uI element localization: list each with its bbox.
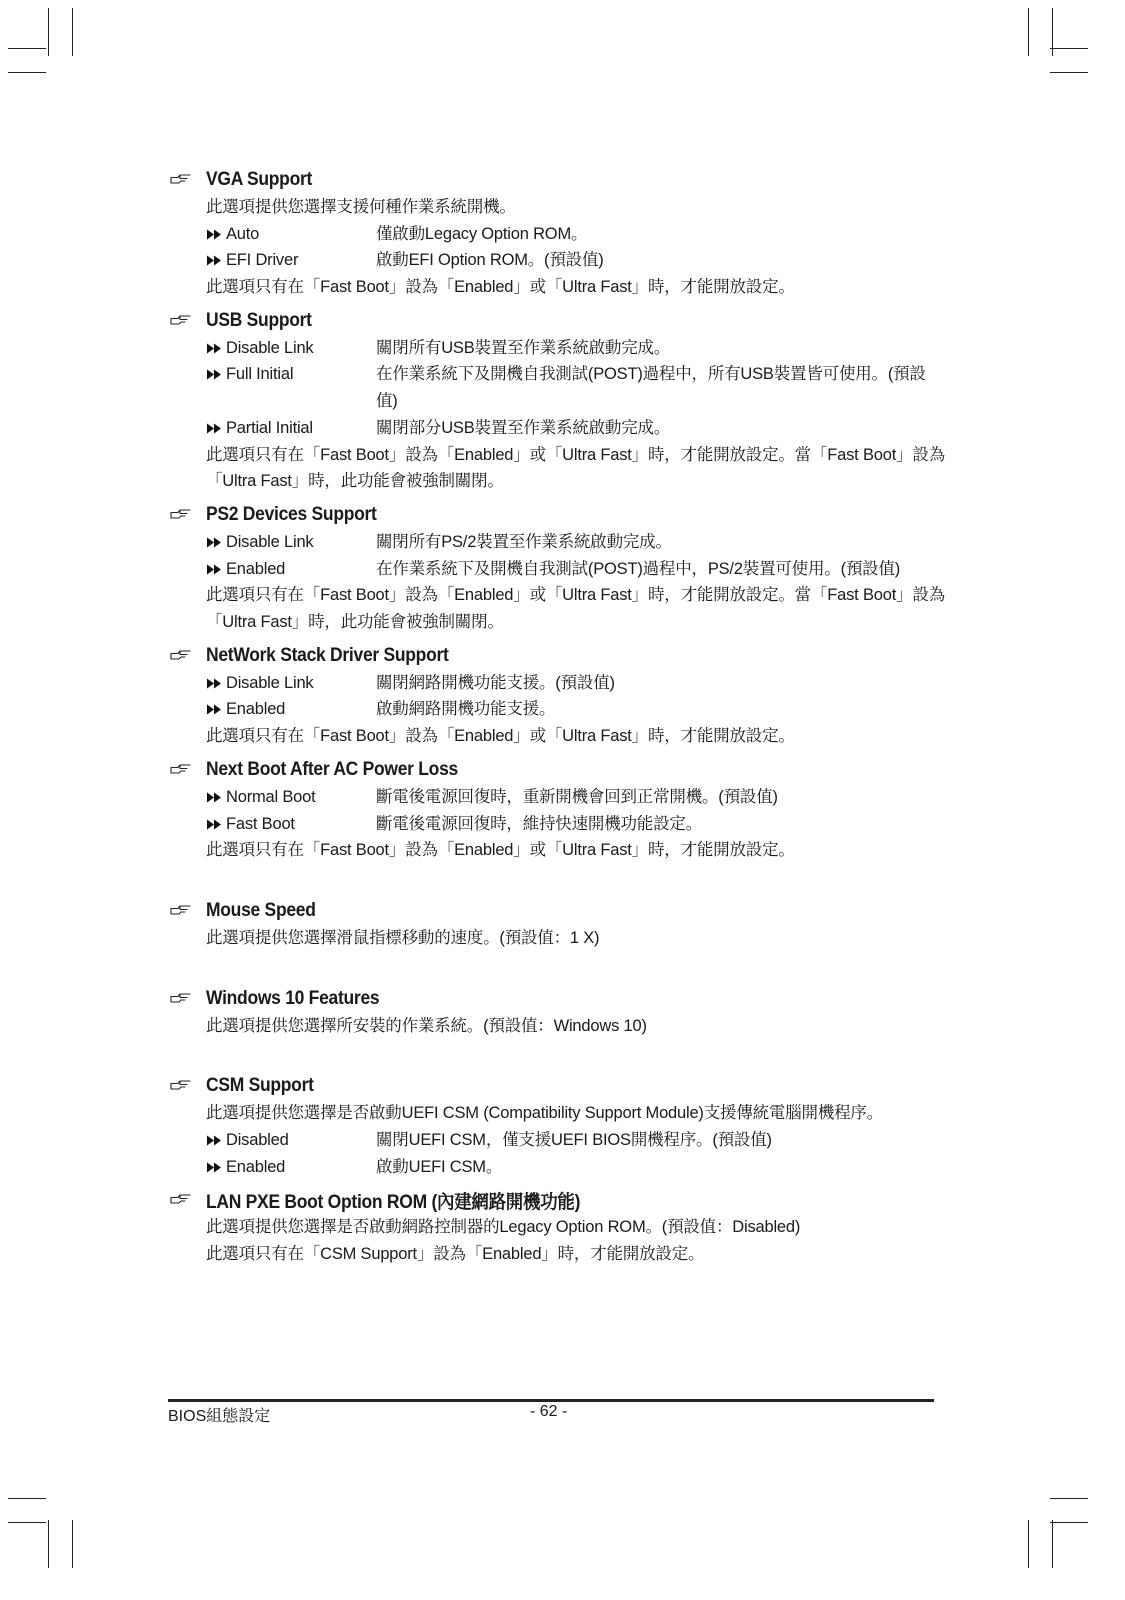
option-name: Disable Link [226,532,314,551]
option-item [206,529,960,556]
option-name: Enabled [226,700,286,719]
option-name: Normal Boot [226,787,316,806]
option-item [206,361,960,414]
page-number: - 62 - [530,1403,568,1420]
crop-mark [1028,8,1029,56]
footer-chapter-title: BIOS組態設定 [168,1408,271,1425]
option-description: 斷電後電源回復時，重新開機會回到正常開機。(預設值) [376,787,778,806]
crop-mark [1028,1520,1029,1568]
section-header [170,1186,960,1214]
section-header [170,642,960,670]
crop-mark [72,8,73,56]
setting-section [170,985,960,1040]
double-arrow-icon [206,819,224,830]
option-description: 在作業系統下及開機自我測試(POST)過程中，所有USB裝置皆可使用。(預設值) [376,365,926,411]
option-name: Disable Link [226,338,314,357]
section-header [170,756,960,784]
option-name: Enabled [226,1157,286,1176]
note-text: 此選項只有在「Fast Boot」設為「Enabled」或「Ultra Fast」時，才能開放設定。當「Fast Boot」設為 [206,445,945,464]
description-text: 此選項提供您選擇滑鼠指標移動的速度。(預設值：1 X) [206,928,600,947]
section-title: CSM Support [206,1075,314,1097]
option-name: Auto [226,224,260,243]
option-name: Full Initial [226,365,294,384]
note-text: 此選項只有在「Fast Boot」設為「Enabled」或「Ultra Fast」時，才能開放設定。 [206,727,795,746]
description-text: 此選項提供您選擇所安裝的作業系統。(預設值：Windows 10) [206,1016,647,1035]
description-text: 此選項提供您選擇是否啟動UEFI CSM (Compatibility Support Module)支援傳統電腦開機程序。 [206,1104,884,1123]
setting-section [170,307,960,495]
option-description: 關閉網路開機功能支援。(預設值) [376,673,615,692]
description-text: 此選項提供您選擇是否啟動網路控制器的Legacy Option ROM。(預設值：Disabled) [206,1218,801,1237]
option-description: 啟動UEFI CSM。 [376,1157,503,1176]
crop-mark [1050,72,1088,73]
section-header [170,1072,960,1100]
double-arrow-icon [206,564,224,575]
crop-mark [1052,1520,1053,1568]
option-description: 斷電後電源回復時，維持快速開機功能設定。 [376,814,703,833]
option-name: Disable Link [226,673,314,692]
pointing-hand-icon [170,903,192,917]
section-header [170,501,960,529]
double-arrow-icon [206,229,224,240]
option-name: EFI Driver [226,251,299,270]
setting-section [170,501,960,636]
option-item [206,1127,960,1154]
option-item [206,811,960,838]
note-text: 「Ultra Fast」時，此功能會被強制關閉。 [206,472,504,491]
setting-section [170,1186,960,1267]
crop-mark [8,48,46,49]
note-text: 「Ultra Fast」時，此功能會被強制關閉。 [206,613,504,632]
section-header [170,897,960,925]
pointing-hand-icon [170,313,192,327]
double-arrow-icon [206,678,224,689]
option-name: Fast Boot [226,814,295,833]
option-item [206,221,960,248]
option-item [206,335,960,362]
crop-mark [1050,1522,1088,1523]
option-description: 關閉所有PS/2裝置至作業系統啟動完成。 [376,532,672,551]
double-arrow-icon [206,255,224,266]
option-name: Partial Initial [226,418,313,437]
setting-section [170,1072,960,1180]
double-arrow-icon [206,704,224,715]
section-header [170,166,960,194]
pointing-hand-icon [170,1192,192,1206]
option-description: 在作業系統下及開機自我測試(POST)過程中，PS/2裝置可使用。(預設值) [376,559,901,578]
note-text: 此選項只有在「Fast Boot」設為「Enabled」或「Ultra Fast」時，才能開放設定。 [206,278,795,297]
footer-rule [168,1399,934,1402]
note-text: 此選項只有在「Fast Boot」設為「Enabled」或「Ultra Fast」時，才能開放設定。 [206,841,795,860]
double-arrow-icon [206,1162,224,1173]
crop-mark [1050,1498,1088,1499]
setting-section [170,166,960,301]
option-item [206,696,960,723]
option-description: 關閉UEFI CSM，僅支援UEFI BIOS開機程序。(預設值) [376,1131,772,1149]
setting-section [170,756,960,864]
option-item [206,670,960,697]
option-item [206,247,960,274]
section-title: LAN PXE Boot Option ROM (內建網路開機功能) [206,1191,581,1213]
option-name: Disabled [226,1131,289,1149]
option-item [206,415,960,442]
section-header [170,985,960,1013]
option-item [206,784,960,811]
pointing-hand-icon [170,507,192,521]
pointing-hand-icon [170,991,192,1005]
double-arrow-icon [206,343,224,354]
section-title: Mouse Speed [206,899,316,921]
crop-mark [8,1498,46,1499]
pointing-hand-icon [170,648,192,662]
section-header [170,307,960,335]
description-text: 此選項只有在「CSM Support」設為「Enabled」時，才能開放設定。 [206,1245,705,1264]
crop-mark [48,8,49,56]
option-item [206,1154,960,1181]
section-title: USB Support [206,309,312,331]
option-description: 啟動網路開機功能支援。 [376,700,556,719]
crop-mark [1050,48,1088,49]
double-arrow-icon [206,1135,224,1146]
pointing-hand-icon [170,1078,192,1092]
double-arrow-icon [206,423,224,434]
option-item [206,556,960,583]
section-title: Next Boot After AC Power Loss [206,758,458,780]
pointing-hand-icon [170,172,192,186]
crop-mark [72,1520,73,1568]
section-title: PS2 Devices Support [206,503,377,525]
crop-mark [8,72,46,73]
double-arrow-icon [206,537,224,548]
section-title: VGA Support [206,169,313,190]
option-description: 僅啟動Legacy Option ROM。 [376,224,588,243]
crop-mark [8,1522,46,1523]
option-description: 關閉部分USB裝置至作業系統啟動完成。 [376,418,671,437]
option-description: 啟動EFI Option ROM。(預設值) [376,251,604,270]
setting-section [170,897,960,952]
crop-mark [48,1520,49,1568]
double-arrow-icon [206,792,224,803]
section-title: NetWork Stack Driver Support [206,644,449,666]
option-description: 關閉所有USB裝置至作業系統啟動完成。 [376,338,671,357]
setting-section [170,642,960,750]
option-name: Enabled [226,559,286,578]
pointing-hand-icon [170,762,192,776]
description-text: 此選項提供您選擇支援何種作業系統開機。 [206,198,516,216]
bios-settings-content [170,166,960,1268]
note-text: 此選項只有在「Fast Boot」設為「Enabled」或「Ultra Fast」時，才能開放設定。當「Fast Boot」設為 [206,586,945,605]
section-title: Windows 10 Features [206,987,380,1009]
double-arrow-icon [206,369,224,380]
